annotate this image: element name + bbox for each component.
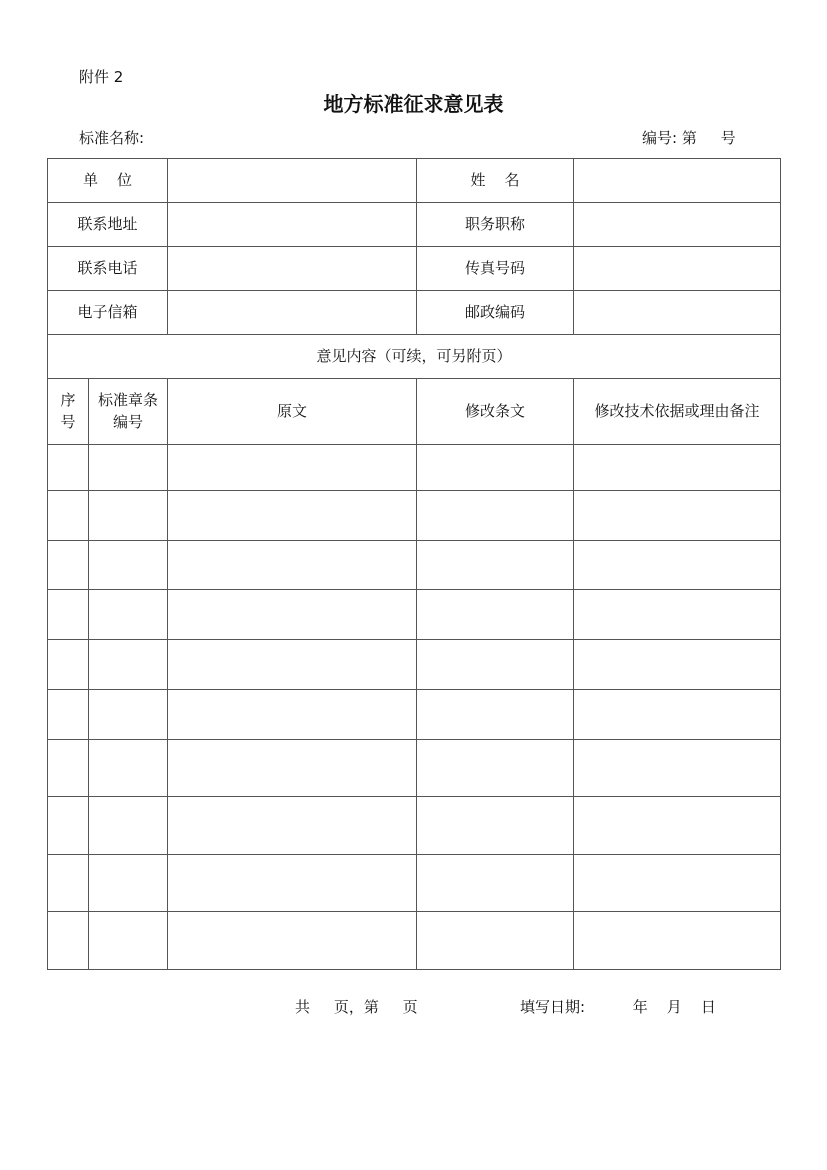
original-cell[interactable]: [168, 855, 417, 912]
reason-cell[interactable]: [574, 640, 781, 690]
table-row: [48, 590, 781, 640]
index-cell[interactable]: [48, 491, 89, 541]
email-field[interactable]: [168, 291, 417, 335]
form-title: 地方标准征求意见表: [323, 92, 504, 116]
clause-cell[interactable]: [89, 445, 168, 491]
opinion-form-table: [47, 158, 781, 970]
table-row: [48, 912, 781, 970]
clause-cell[interactable]: [89, 491, 168, 541]
email-label: 电子信箱: [48, 291, 168, 335]
phone-label: 联系电话: [48, 247, 168, 291]
fax-label: 传真号码: [417, 247, 574, 291]
revised-cell[interactable]: [417, 912, 574, 970]
col-revised-header: 修改条文: [417, 379, 574, 445]
clause-cell[interactable]: [89, 690, 168, 740]
reason-cell[interactable]: [574, 491, 781, 541]
original-cell[interactable]: [168, 740, 417, 797]
index-cell[interactable]: [48, 445, 89, 491]
original-cell[interactable]: [168, 445, 417, 491]
reason-cell[interactable]: [574, 590, 781, 640]
info-row: [48, 291, 781, 335]
unit-label: 单 位: [48, 159, 168, 203]
address-field[interactable]: [168, 203, 417, 247]
revised-cell[interactable]: [417, 740, 574, 797]
postcode-field[interactable]: [574, 291, 781, 335]
clause-cell[interactable]: [89, 740, 168, 797]
original-cell[interactable]: [168, 797, 417, 855]
revised-cell[interactable]: [417, 640, 574, 690]
original-cell[interactable]: [168, 690, 417, 740]
name-label: 姓 名: [417, 159, 574, 203]
clause-cell[interactable]: [89, 912, 168, 970]
phone-field[interactable]: [168, 247, 417, 291]
revised-cell[interactable]: [417, 590, 574, 640]
job-title-label: 职务职称: [417, 203, 574, 247]
clause-cell[interactable]: [89, 797, 168, 855]
column-header-row: [48, 379, 781, 445]
revised-cell[interactable]: [417, 491, 574, 541]
index-cell[interactable]: [48, 590, 89, 640]
revised-cell[interactable]: [417, 797, 574, 855]
opinion-header-row: [48, 335, 781, 379]
col-reason-header: 修改技术依据或理由备注: [574, 379, 781, 445]
revised-cell[interactable]: [417, 690, 574, 740]
table-row: [48, 690, 781, 740]
index-cell[interactable]: [48, 912, 89, 970]
index-cell[interactable]: [48, 640, 89, 690]
col-original-header: 原文: [168, 379, 417, 445]
serial-number-label: 编号: 第 号: [642, 129, 736, 147]
info-row: [48, 247, 781, 291]
index-cell[interactable]: [48, 855, 89, 912]
revised-cell[interactable]: [417, 445, 574, 491]
revised-cell[interactable]: [417, 541, 574, 590]
address-label: 联系地址: [48, 203, 168, 247]
reason-cell[interactable]: [574, 740, 781, 797]
clause-cell[interactable]: [89, 541, 168, 590]
index-cell[interactable]: [48, 797, 89, 855]
standard-name-label: 标准名称:: [79, 129, 145, 147]
table-row: [48, 445, 781, 491]
original-cell[interactable]: [168, 590, 417, 640]
name-field[interactable]: [574, 159, 781, 203]
clause-cell[interactable]: [89, 590, 168, 640]
postcode-label: 邮政编码: [417, 291, 574, 335]
table-row: [48, 640, 781, 690]
clause-cell[interactable]: [89, 855, 168, 912]
index-cell[interactable]: [48, 690, 89, 740]
reason-cell[interactable]: [574, 912, 781, 970]
original-cell[interactable]: [168, 640, 417, 690]
reason-cell[interactable]: [574, 445, 781, 491]
reason-cell[interactable]: [574, 797, 781, 855]
reason-cell[interactable]: [574, 690, 781, 740]
reason-cell[interactable]: [574, 855, 781, 912]
fill-date-label: 填写日期: 年 月 日: [520, 998, 716, 1016]
index-cell[interactable]: [48, 541, 89, 590]
fax-field[interactable]: [574, 247, 781, 291]
table-row: [48, 491, 781, 541]
unit-field[interactable]: [168, 159, 417, 203]
job-title-field[interactable]: [574, 203, 781, 247]
col-index-header: 序号: [48, 379, 89, 445]
page-count-label: 共 页，第 页: [295, 998, 418, 1016]
original-cell[interactable]: [168, 912, 417, 970]
original-cell[interactable]: [168, 491, 417, 541]
info-row: [48, 159, 781, 203]
attachment-label: 附件 2: [79, 68, 124, 86]
index-cell[interactable]: [48, 740, 89, 797]
table-row: [48, 797, 781, 855]
opinion-content-header: 意见内容（可续，可另附页）: [48, 335, 781, 379]
table-row: [48, 740, 781, 797]
reason-cell[interactable]: [574, 541, 781, 590]
revised-cell[interactable]: [417, 855, 574, 912]
clause-cell[interactable]: [89, 640, 168, 690]
table-row: [48, 855, 781, 912]
table-row: [48, 541, 781, 590]
col-clause-header: 标准章条编号: [89, 379, 168, 445]
info-row: [48, 203, 781, 247]
original-cell[interactable]: [168, 541, 417, 590]
